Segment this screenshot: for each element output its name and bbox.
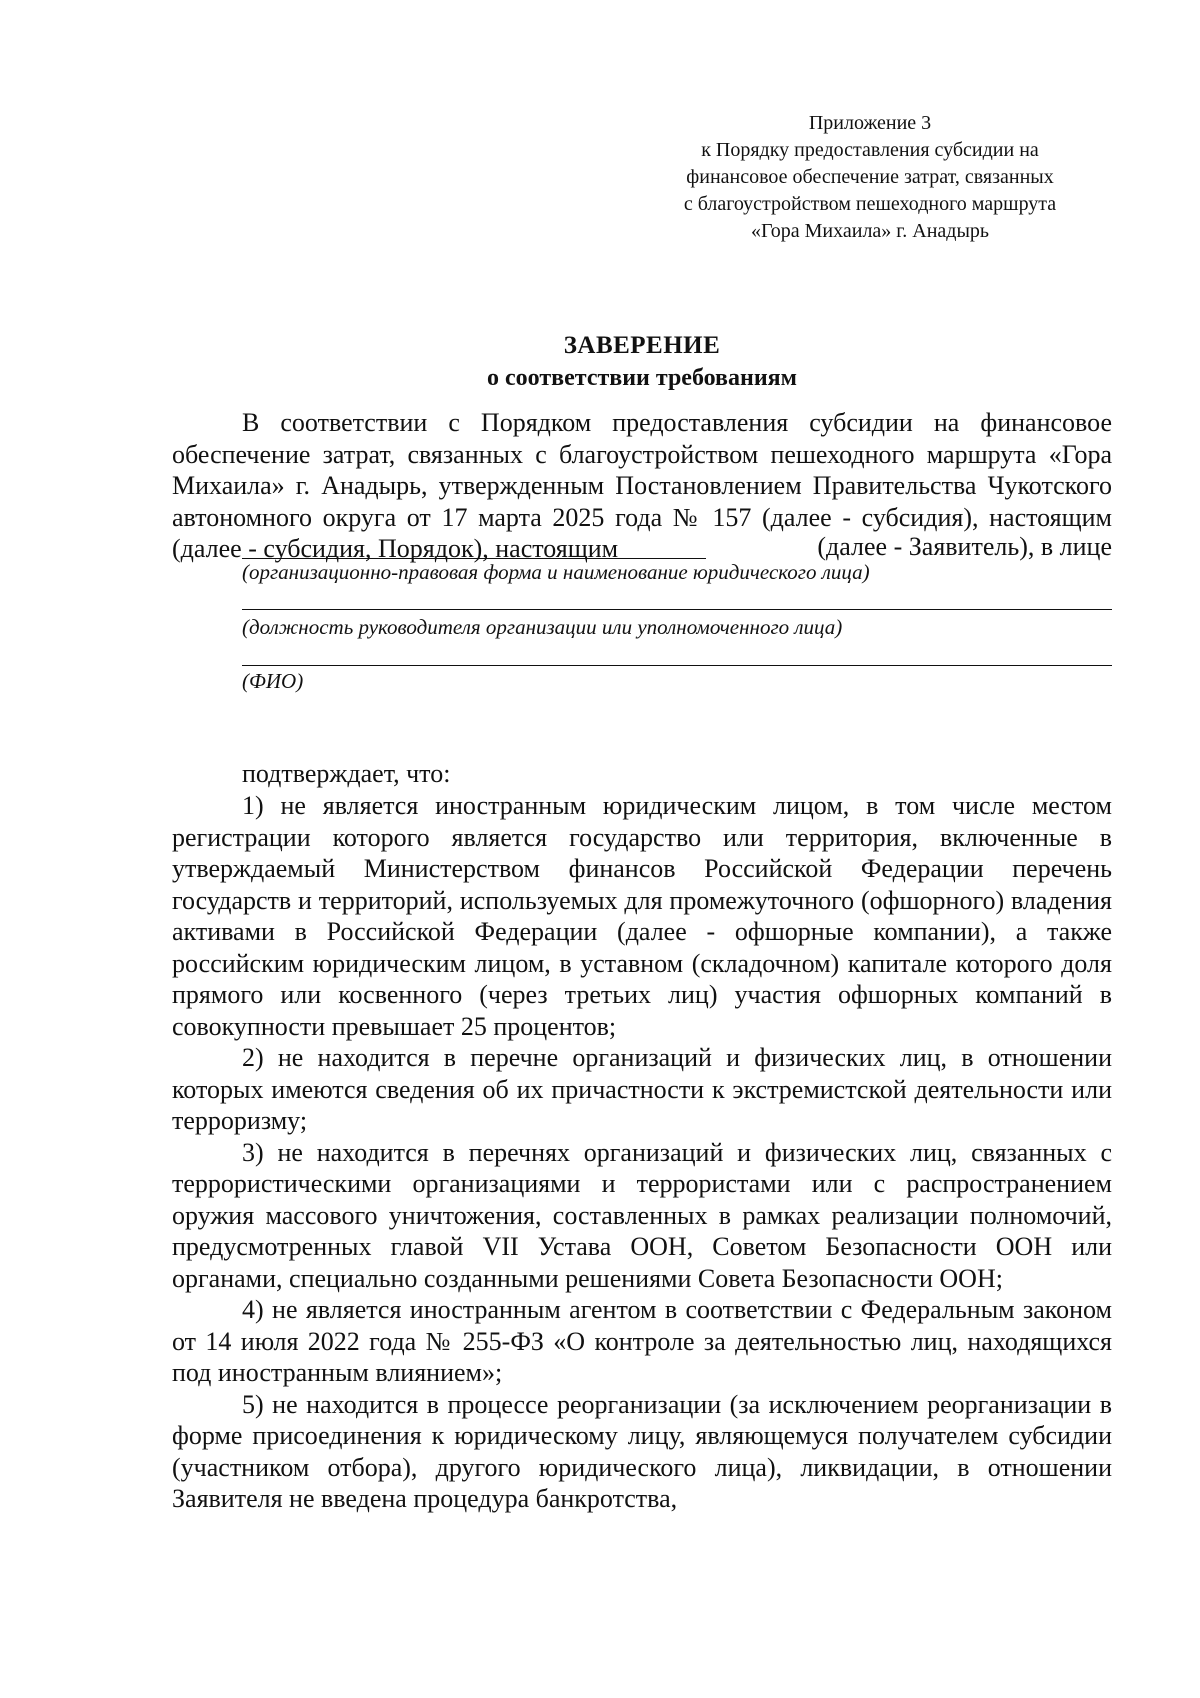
- org-hint: (организационно-правовая форма и наименование юридического лица): [242, 560, 870, 584]
- document-heading: [172, 330, 1112, 394]
- document-subtitle: о соответствии требованиям: [487, 365, 797, 391]
- document-title: ЗАВЕРЕНИЕ: [563, 332, 721, 359]
- position-hint: (должность руководителя организации или уполномоченного лица): [242, 615, 843, 639]
- appendix-line: финансовое обеспечение затрат, связанных: [686, 166, 1054, 188]
- requirements-list: [172, 790, 1112, 1515]
- appendix-line: к Порядку предоставления субсидии на: [701, 139, 1039, 161]
- appendix-line: «Гора Михаила» г. Анадырь: [750, 220, 990, 242]
- confirms-text: подтверждает, что:: [242, 759, 451, 788]
- name-hint: (ФИО): [242, 669, 304, 693]
- appendix-line: Приложение 3: [808, 112, 932, 134]
- list-item: 2) не находится в перечне организаций и физических лиц, в отношении которых имеются сведения об их причастности к экстремистской деятельности или терроризму;: [172, 1043, 1112, 1135]
- applicant-name-row: [242, 641, 1112, 671]
- intro-text: В соответствии с Порядком предоставления субсидии на финансовое обеспечение затрат, связанных с благоустройством пешеходного маршрута «Гора Михаила» г. Анадырь, утвержденным Постановлением Правительства Чукотского автономного округа от 17 марта 2025 года № 157 (далее - субсидия), настоящим (далее - субсидия, Порядок), настоящим: [172, 408, 1112, 563]
- list-item: 1) не является иностранным юридическим лицом, в том числе местом регистрации которого является государство или территория, включенные в утверждаемый Министерством финансов Российской Федерации перечень государств и территорий, используемых для промежуточного (офшорного) владения активами в Российской Федерации (далее - офшорные компании), а также российским юридическим лицом, в уставном (складочном) капитале которого доля прямого или косвенного (через третьих лиц) участия офшорных компаний в совокупности превышает 25 процентов;: [172, 791, 1112, 1041]
- applicant-position-row: [242, 585, 1112, 615]
- name-blank[interactable]: [242, 641, 1112, 666]
- applicant-suffix: (далее - Заявитель), в лице: [817, 532, 1112, 561]
- appendix-reference: [620, 110, 1120, 245]
- applicant-org-row: [242, 532, 1112, 562]
- position-blank[interactable]: [242, 585, 1112, 610]
- appendix-line: с благоустройством пешеходного маршрута: [683, 193, 1057, 215]
- applicant-org-blank[interactable]: [242, 534, 706, 559]
- list-item: 5) не находится в процессе реорганизации (за исключением реорганизации в форме присоединения к юридическому лицу, являющемуся получателем субсидии (участником отбора), другого юридического лица), ликвидации, в отношении Заявителя не введена процедура банкротства,: [172, 1389, 1112, 1513]
- list-item: 4) не является иностранным агентом в соответствии с Федеральным законом от 14 июля 2022 года № 255-ФЗ «О контроле за деятельностью лиц, находящихся под иностранным влиянием»;: [172, 1295, 1112, 1387]
- list-item: 3) не находится в перечнях организаций и физических лиц, связанных с террористическими организациями и террористами или с распространением оружия массового уничтожения, составленных в рамках реализации полномочий, предусмотренных главой VII Устава ООН, Советом Безопасности ООН или органами, специально созданными решениями Совета Безопасности ООН;: [172, 1137, 1112, 1293]
